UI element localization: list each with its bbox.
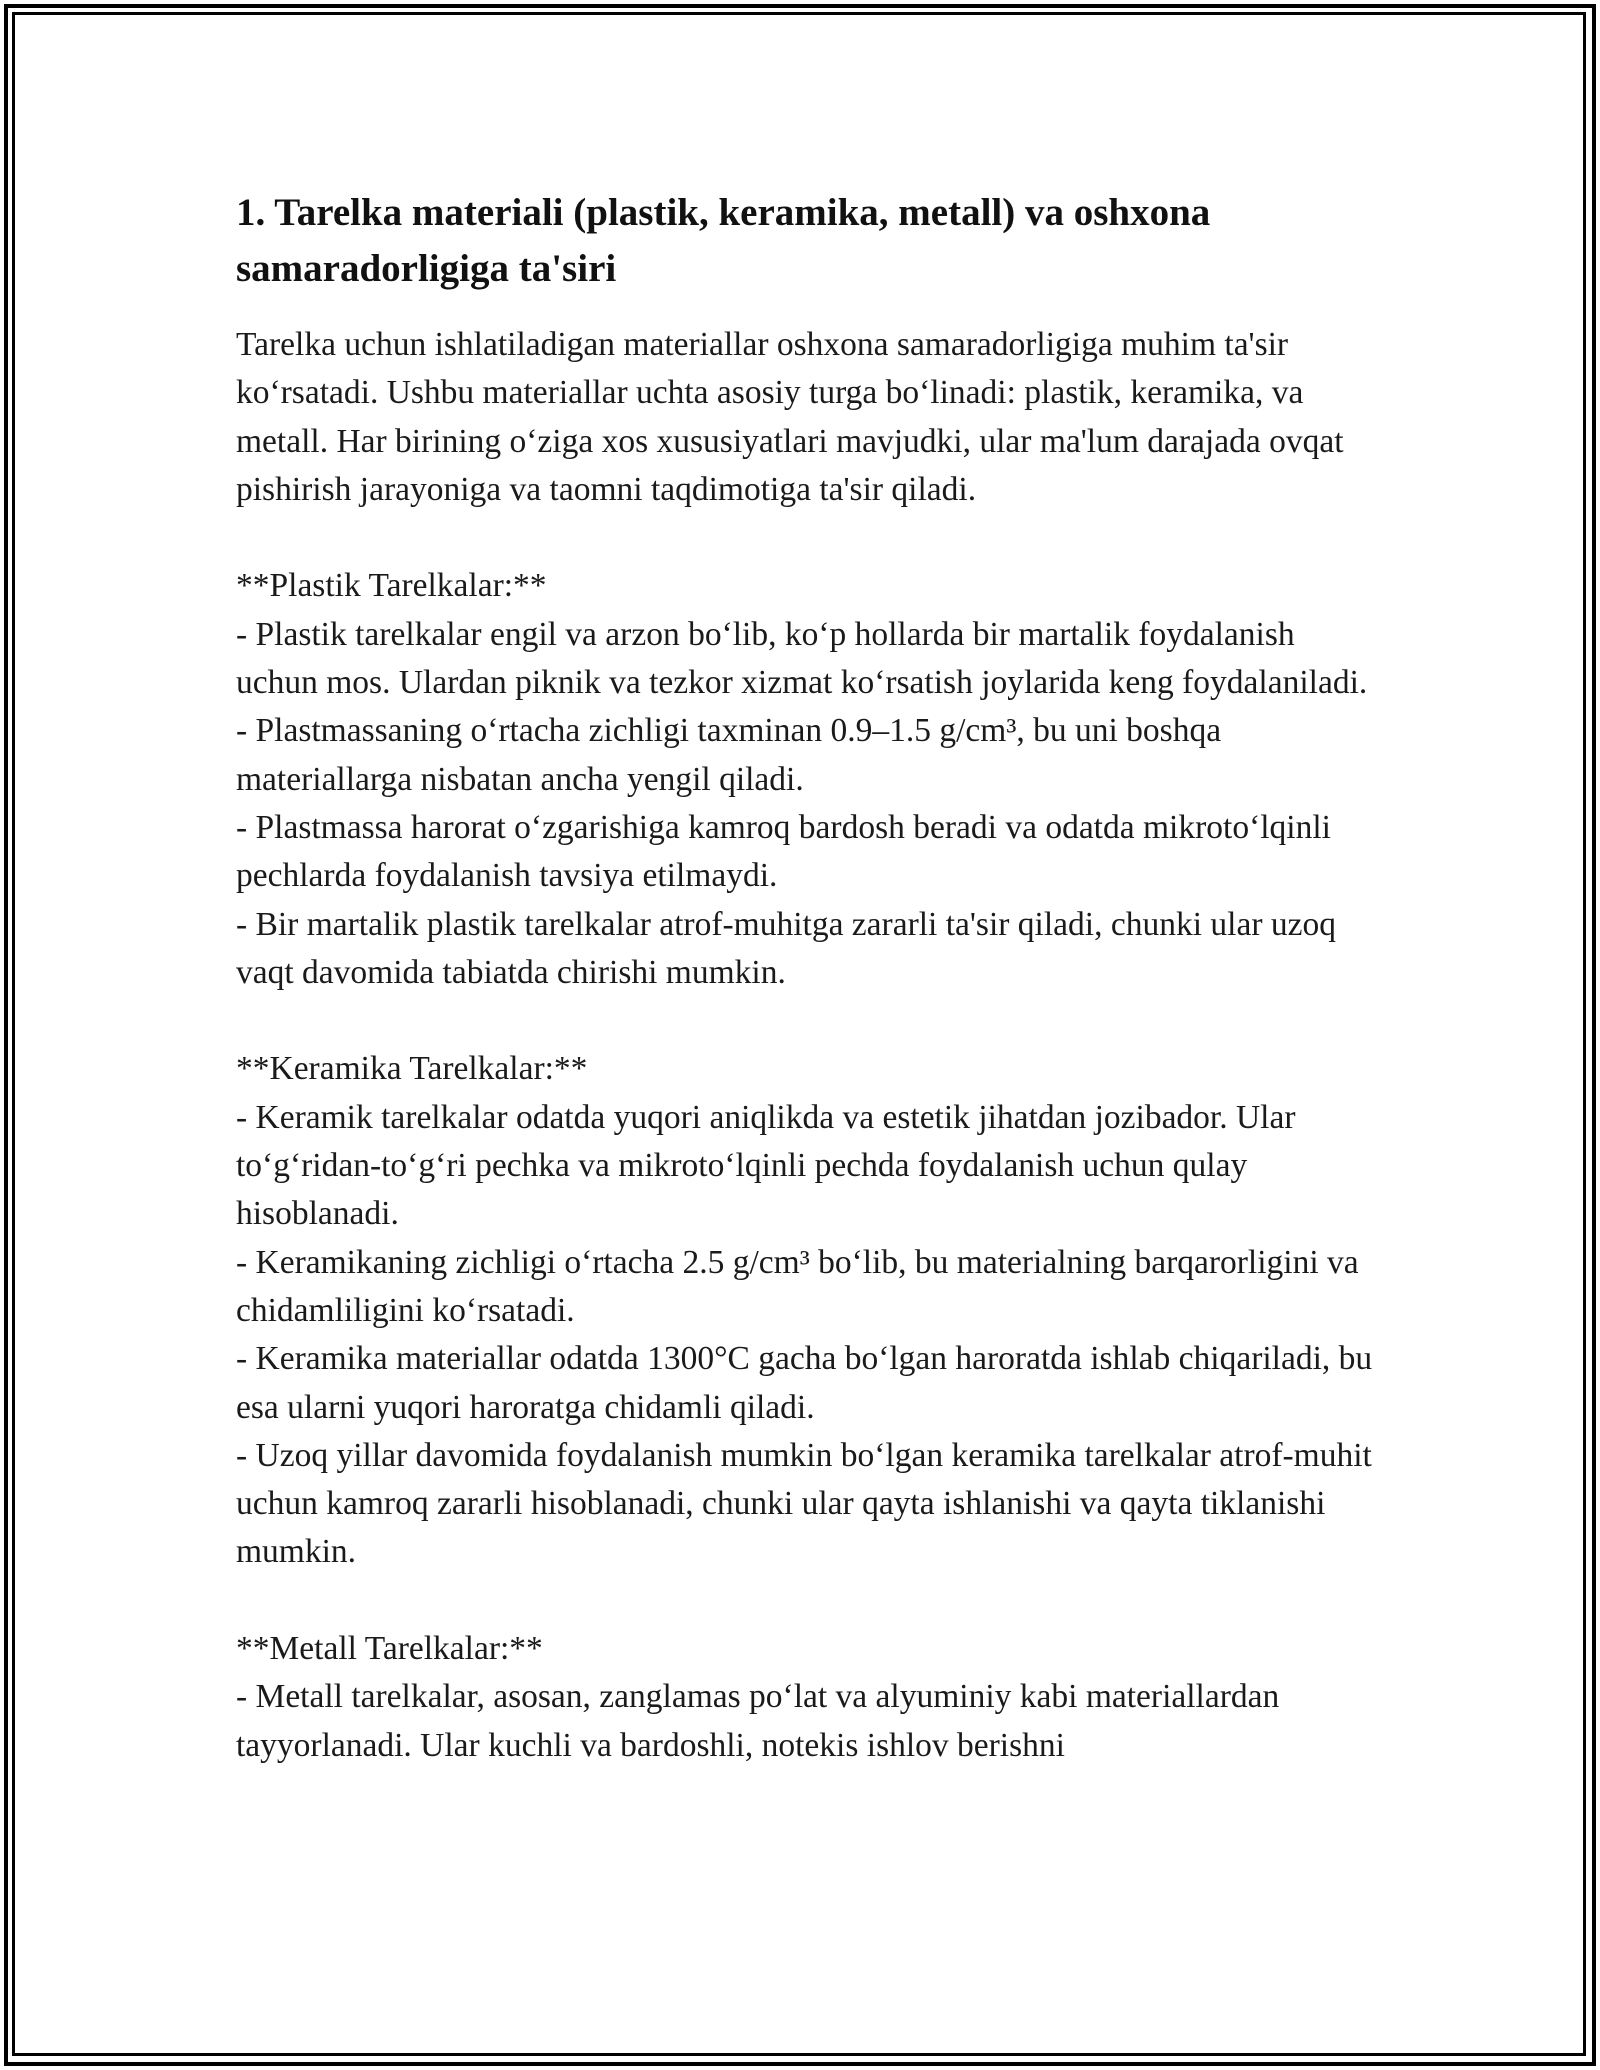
list-item: - Keramika materiallar odatda 1300°C gacha bo‘lgan haroratda ishlab chiqariladi, bu esa ularni yuqori haroratga chidamli qiladi. — [236, 1340, 1373, 1426]
list-item: - Plastmassaning o‘rtacha zichligi taxminan 0.9–1.5 g/cm³, bu uni boshqa materiallarga nisbatan ancha yengil qiladi. — [236, 712, 1222, 798]
section-heading: **Keramika Tarelkalar:** — [236, 1050, 588, 1088]
list-item: - Keramik tarelkalar odatda yuqori aniqlikda va estetik jihatdan jozibador. Ular to‘g‘ridan-to‘g‘ri pechka va mikroto‘lqinli pechda foydalanish uchun qulay hisoblanadi. — [236, 1098, 1296, 1233]
document-title: 1. Tarelka materiali (plastik, keramika, metall) va oshxona samaradorligiga ta'siri — [236, 191, 1211, 290]
section-heading: **Plastik Tarelkalar:** — [236, 567, 547, 605]
intro-paragraph: Tarelka uchun ishlatiladigan materiallar oshxona samaradorligiga muhim ta'sir ko‘rsatadi. Ushbu materiallar uchta asosiy turga bo‘linadi: plastik, keramika, va metall. Har birining o‘ziga xos xususiyatlari mavjudki, ular ma'lum darajada ovqat pishirish jarayoniga va taomni taqdimotiga ta'sir qiladi. — [236, 326, 1344, 508]
list-item: - Plastmassa harorat o‘zgarishiga kamroq bardosh beradi va odatda mikroto‘lqinli pechlarda foydalanish tavsiya etilmaydi. — [236, 808, 1331, 895]
list-item: - Metall tarelkalar, asosan, zanglamas po‘lat va alyuminiy kabi materiallardan tayyorlanadi. Ular kuchli va bardoshli, notekis ishlov berishni — [236, 1678, 1280, 1764]
section-plastik — [236, 562, 1376, 997]
list-item: - Bir martalik plastik tarelkalar atrof-muhitga zararli ta'sir qiladi, chunki ular uzoq vaqt davomida tabiatda chirishi mumkin. — [236, 905, 1336, 991]
document-body — [236, 185, 1376, 1770]
section-keramika — [236, 1045, 1376, 1576]
section-metall — [236, 1625, 1376, 1770]
list-item: - Plastik tarelkalar engil va arzon bo‘lib, ko‘p hollarda bir martalik foydalanish uchun mos. Ulardan piknik va tezkor xizmat ko‘rsatish joylarida keng foydalaniladi. — [236, 615, 1368, 702]
list-item: - Uzoq yillar davomida foydalanish mumkin bo‘lgan keramika tarelkalar atrof-muhit uchun kamroq zararli hisoblanadi, chunki ular qayta ishlanishi va qayta tiklanishi mumkin. — [236, 1436, 1372, 1571]
list-item: - Keramikaning zichligi o‘rtacha 2.5 g/cm³ bo‘lib, bu materialning barqarorligini va chidamliligini ko‘rsatadi. — [236, 1243, 1359, 1329]
section-heading: **Metall Tarelkalar:** — [236, 1630, 543, 1668]
